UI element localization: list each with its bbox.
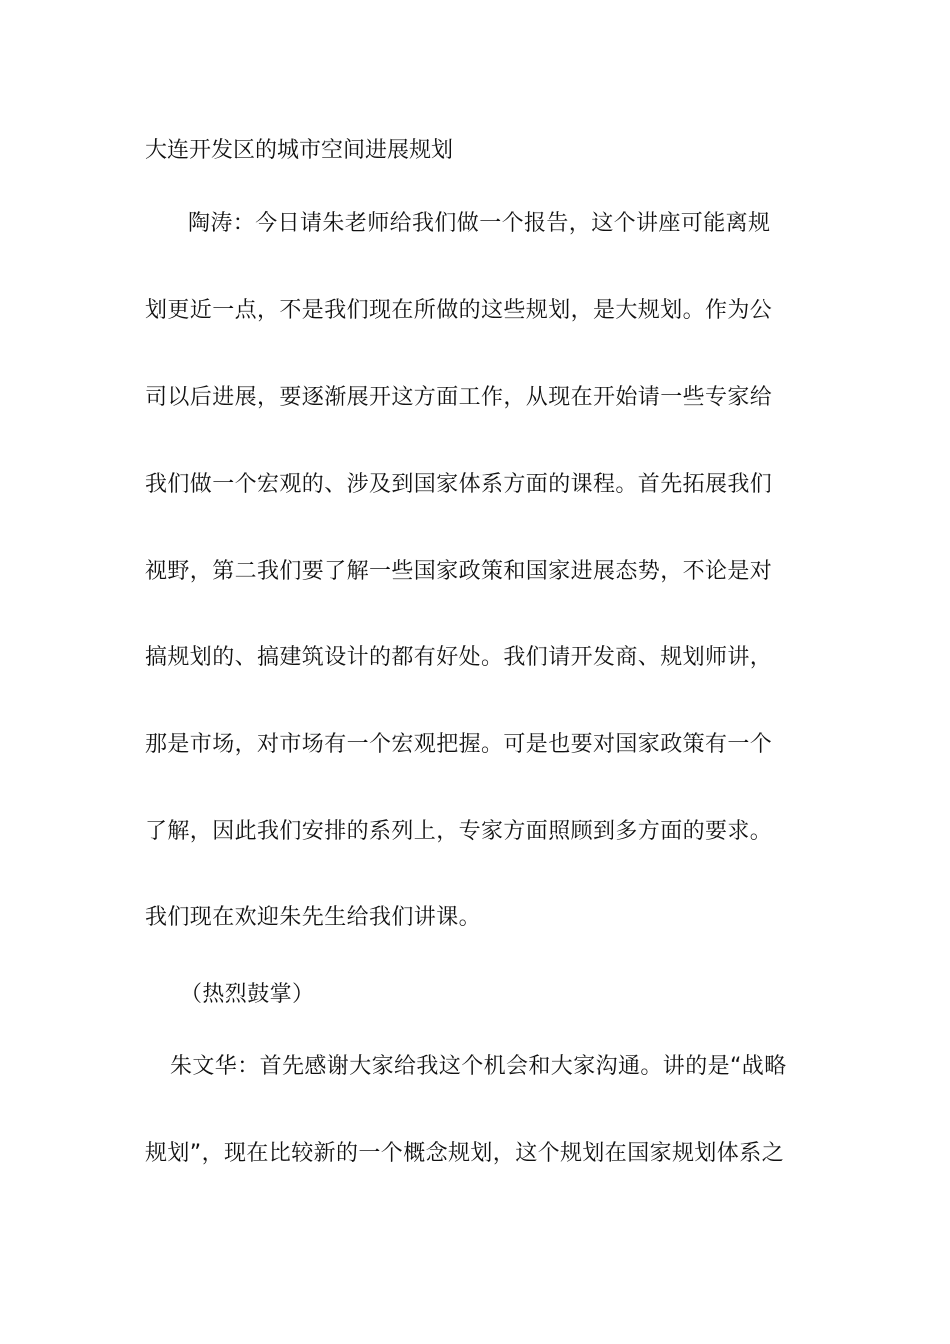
paragraph-line: 我们现在欢迎朱先生给我们讲课。	[145, 905, 482, 930]
applause-note: （热烈鼓掌）	[180, 982, 315, 1007]
paragraph-line: 司以后进展，要逐渐展开这方面工作，从现在开始请一些专家给	[145, 385, 773, 410]
paragraph-line: 朱文华：首先感谢大家给我这个机会和大家沟通。讲的是“战略	[170, 1054, 787, 1079]
paragraph-line: 那是市场，对市场有一个宏观把握。可是也要对国家政策有一个	[145, 732, 773, 757]
paragraph-line: 搞规划的、搞建筑设计的都有好处。我们请开发商、规划师讲，	[145, 645, 773, 670]
paragraph-line: 视野，第二我们要了解一些国家政策和国家进展态势，不论是对	[145, 559, 773, 584]
document-title: 大连开发区的城市空间进展规划	[145, 138, 454, 163]
paragraph-line: 陶涛：今日请朱老师给我们做一个报告，这个讲座可能离规	[188, 211, 771, 236]
paragraph-line: 规划”，现在比较新的一个概念规划，这个规划在国家规划体系之	[145, 1141, 784, 1166]
paragraph-line: 了解，因此我们安排的系列上，专家方面照顾到多方面的要求。	[145, 819, 773, 844]
paragraph-line: 划更近一点，不是我们现在所做的这些规划，是大规划。作为公	[145, 298, 773, 323]
paragraph-line: 我们做一个宏观的、涉及到国家体系方面的课程。首先拓展我们	[145, 472, 773, 497]
